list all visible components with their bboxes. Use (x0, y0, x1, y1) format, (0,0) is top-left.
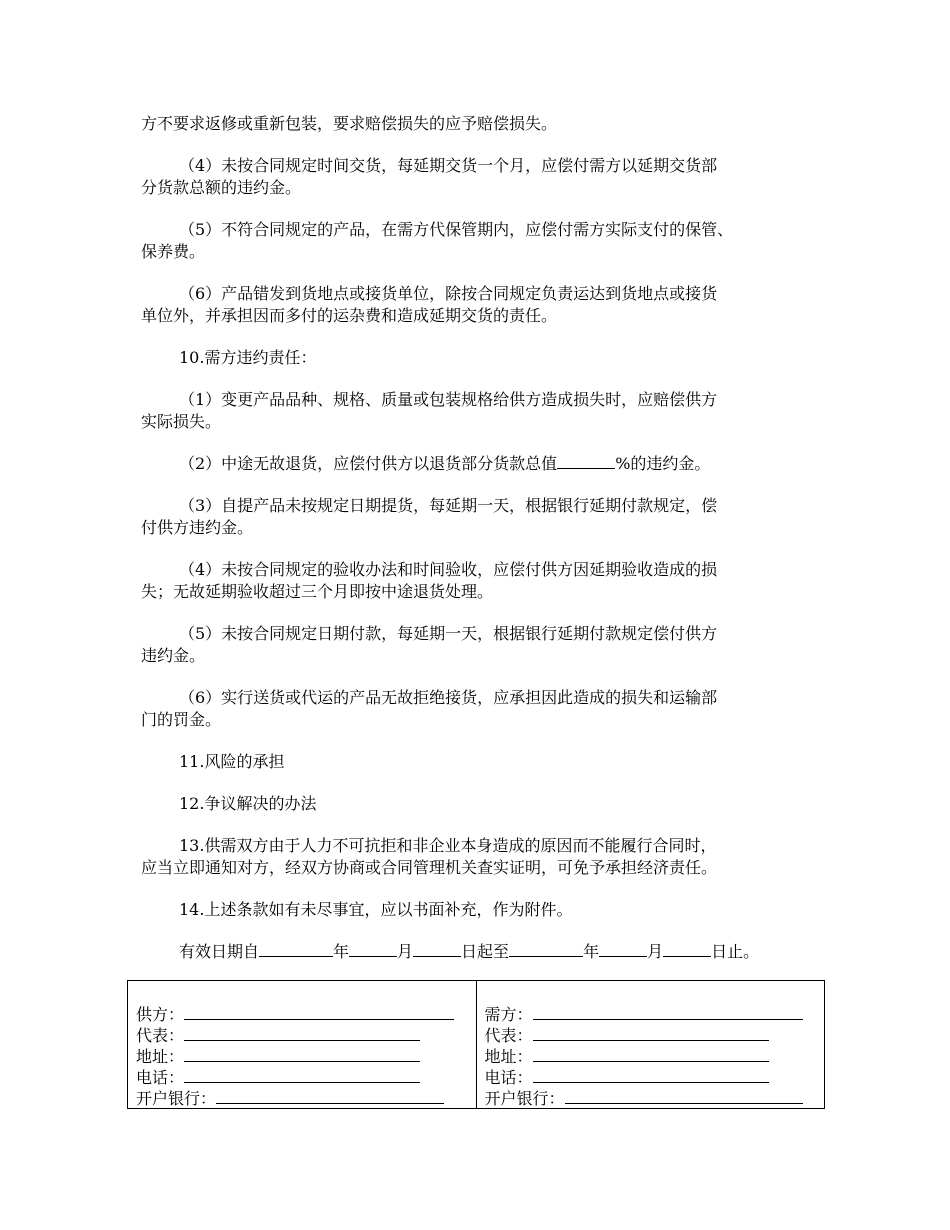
signature-table (127, 980, 825, 1109)
start-day-blank (413, 941, 461, 957)
paragraph-refuse-delivery (141, 687, 811, 731)
supplier-party-field[interactable] (184, 1003, 454, 1020)
text-line: 门的罚金。 (141, 710, 222, 729)
field-label: 电话： (484, 1068, 533, 1087)
end-day-blank (663, 941, 711, 957)
paragraph-change-spec (141, 389, 811, 433)
text-line: 实际损失。 (141, 412, 222, 431)
supplier-rep-row (136, 1024, 476, 1045)
text-line: （4）未按合同规定时间交货，每延期交货一个月，应偿付需方以延期交货部 (179, 156, 718, 175)
text-fragment: 日止。 (711, 942, 760, 961)
field-label: 开户银行： (136, 1089, 217, 1108)
text-line: 违约金。 (141, 646, 206, 665)
buyer-signature-cell (476, 981, 825, 1109)
text-fragment: 有效日期自 (179, 942, 260, 961)
buyer-phone-field[interactable] (533, 1066, 769, 1083)
text-line: 分货款总额的违约金。 (141, 178, 302, 197)
text-line: 11.风险的承担 (179, 752, 285, 771)
text-line: （5）不符合同规定的产品，在需方代保管期内，应偿付需方实际支付的保管、 (179, 220, 734, 239)
paragraph-return-goods (141, 453, 811, 475)
signature-row (128, 981, 825, 1109)
paragraph-pickup-delay (141, 495, 811, 539)
text-fragment: 月 (397, 942, 414, 961)
supplier-bank-field[interactable] (216, 1087, 444, 1104)
buyer-bank-row (485, 1087, 825, 1108)
start-year-blank (259, 941, 333, 957)
start-month-blank (349, 941, 397, 957)
buyer-address-field[interactable] (533, 1045, 769, 1062)
supplier-signature-cell (128, 981, 477, 1109)
supplier-address-row (136, 1045, 476, 1066)
text-line (141, 453, 811, 475)
paragraph-force-majeure (141, 835, 811, 879)
buyer-bank-field[interactable] (565, 1087, 803, 1104)
validity-period-line (141, 941, 811, 963)
buyer-rep-row (485, 1024, 825, 1045)
percent-blank (557, 453, 615, 469)
field-label: 开户银行： (484, 1089, 565, 1108)
text-fragment: 月 (647, 942, 664, 961)
buyer-address-row (485, 1045, 825, 1066)
paragraph-payment-delay (141, 623, 811, 667)
end-month-blank (599, 941, 647, 957)
text-fragment: 年 (583, 942, 600, 961)
text-line: 付供方违约金。 (141, 518, 254, 537)
text-fragment: （2）中途无故退货，应偿付供方以退货部分货款总值 (179, 454, 558, 473)
buyer-party-row (485, 1003, 825, 1024)
field-label: 供方： (136, 1005, 185, 1024)
section-heading-dispute (141, 793, 811, 815)
text-line: 10.需方违约责任： (179, 348, 317, 367)
text-line: （5）未按合同规定日期付款，每延期一天，根据银行延期付款规定偿付供方 (179, 624, 718, 643)
text-line: 13.供需双方由于人力不可抗拒和非企业本身造成的原因而不能履行合同时， (179, 836, 717, 855)
supplier-phone-field[interactable] (184, 1066, 420, 1083)
text-fragment: 年 (333, 942, 350, 961)
field-label: 地址： (484, 1047, 533, 1066)
field-label: 需方： (484, 1005, 533, 1024)
text-line: 12.争议解决的办法 (179, 794, 317, 813)
supplier-rep-field[interactable] (184, 1024, 420, 1041)
end-year-blank (509, 941, 583, 957)
paragraph-inspection-delay (141, 559, 811, 603)
buyer-phone-row (485, 1066, 825, 1087)
field-label: 代表： (484, 1026, 533, 1045)
text-line: 单位外，并承担因而多付的运杂费和造成延期交货的责任。 (141, 306, 558, 325)
paragraph-late-delivery (141, 155, 811, 199)
supplier-party-row (136, 1003, 476, 1024)
text-line: （6）产品错发到货地点或接货单位，除按合同规定负责运达到货地点或接货 (179, 284, 718, 303)
text-line: （3）自提产品未按规定日期提货，每延期一天，根据银行延期付款规定，偿 (179, 496, 718, 515)
text-fragment: %的违约金。 (615, 454, 711, 473)
buyer-party-field[interactable] (533, 1003, 803, 1020)
buyer-rep-field[interactable] (533, 1024, 769, 1041)
section-heading-risk (141, 751, 811, 773)
field-label: 电话： (136, 1068, 185, 1087)
supplier-phone-row (136, 1066, 476, 1087)
paragraph-misdelivery (141, 283, 811, 327)
text-line: 14.上述条款如有未尽事宜，应以书面补充，作为附件。 (179, 900, 573, 919)
text-line: 应当立即通知对方，经双方协商或合同管理机关查实证明，可免予承担经济责任。 (141, 858, 718, 877)
paragraph-storage-fee (141, 219, 811, 263)
text-line: （4）未按合同规定的验收办法和时间验收，应偿付供方因延期验收造成的损 (179, 560, 718, 579)
text-line: 方不要求返修或重新包装，要求赔偿损失的应予赔偿损失。 (141, 114, 558, 133)
paragraph-compensation (141, 113, 811, 135)
paragraph-supplement (141, 899, 811, 921)
supplier-bank-row (136, 1087, 476, 1108)
field-label: 地址： (136, 1047, 185, 1066)
section-heading-buyer-liability (141, 347, 811, 369)
supplier-address-field[interactable] (184, 1045, 420, 1062)
text-line: 失；无故延期验收超过三个月即按中途退货处理。 (141, 582, 494, 601)
text-line: 保养费。 (141, 242, 206, 261)
text-fragment: 日起至 (461, 942, 510, 961)
text-line: （6）实行送货或代运的产品无故拒绝接货，应承担因此造成的损失和运输部 (179, 688, 718, 707)
text-line: （1）变更产品品种、规格、质量或包装规格给供方造成损失时，应赔偿供方 (179, 390, 718, 409)
field-label: 代表： (136, 1026, 185, 1045)
text-line (141, 941, 811, 963)
